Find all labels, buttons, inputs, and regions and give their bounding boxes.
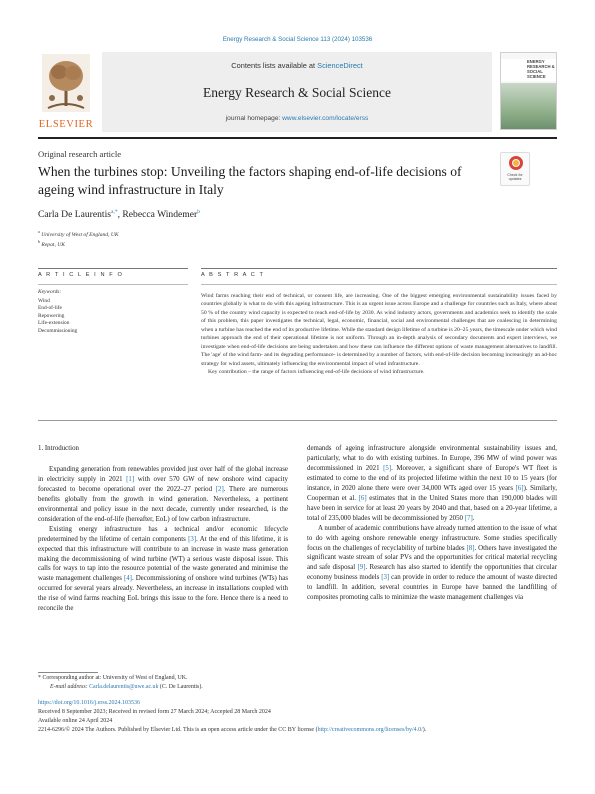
right-paragraphs xyxy=(307,444,557,603)
citation-link[interactable]: [6] xyxy=(515,484,524,492)
check-for-updates-badge[interactable] xyxy=(500,152,530,186)
paragraph-text: . Decommissioning of onshore wind turbines (WTs) has occurred for several years already. Nevertheless, an increase in installations coupled with the rise of wind farms reaching EoL brings this issue to the fore. Hence there is a need to reconcile the xyxy=(38,575,288,613)
keyword: Decommissioning xyxy=(38,327,78,334)
affiliation-mark: a xyxy=(38,229,40,234)
body-paragraph xyxy=(307,524,557,604)
available-online: Available online 24 April 2024 xyxy=(38,718,113,724)
article-info-rule xyxy=(38,268,188,269)
abstract-paragraph: Wind farms reaching their end of technical, or consent life, are increasing. One of the biggest emerging environmental sustainability issues faced by countries globally is what to do with this ageing infrastructure. This is an urgent issue across Europe and a challenge for countries such as Italy, where about 50 % of the country wind capacity is expected to reach end-of-life by 2030. As wind industry actors, governments and academics seek to identify the scale of this problem, this paper investigates the technical, legal, economic, financial, social and environmental challenges that are coalescing in determining when a turbine has reached the end of its productive lifetime. While the standard design lifetime of a turbine is 20–25 years, the timescale under which wind turbines approach the end of their operational lifetime is not uniform. Through an in-depth analysis of secondary documents and expert interviews, we investigate when end-of-life decisions are being undertaken and how these can influence the different options of waste management alternatives to landfill. The 'age' of the wind farm- and its degrading performance- is determined by a number of factors, with end-of-life decision becoming increasingly an ad-hoc strategy for wind assets, ultimately influencing the environmental impact of wind infrastructure. xyxy=(201,293,557,367)
citation-link[interactable]: [1] xyxy=(126,475,135,483)
article-title: When the turbines stop: Unveiling the factors shaping end-of-life decisions of ageing wind infrastructure in Italy xyxy=(38,164,462,197)
paragraph-text: Expanding generation from renewables provided just over half of the global increase in electricity supply in 2021 xyxy=(38,465,288,483)
section-heading: 1. Introduction xyxy=(38,445,79,452)
check-updates-line1: Check for xyxy=(507,173,523,177)
paragraph-text: . xyxy=(472,514,475,522)
affiliation-mark: b xyxy=(38,239,40,244)
check-updates-icon-center xyxy=(513,160,519,166)
email-label: E-mail address: xyxy=(50,684,88,690)
cover-title: ENERGY RESEARCH & SOCIAL SCIENCE xyxy=(527,59,555,79)
keyword: Repowering xyxy=(38,312,65,319)
paragraph-text: . At the end of this lifetime, it is expected that this infrastructure will contribute to an increase in waste mass generation making the decommissioning of wind turbine (WT) a serious waste disposal issue. This calls for ways to tap into the resource potential of the waste generated and minimise the waste management challenges xyxy=(38,535,289,583)
check-updates-line2: updates xyxy=(508,177,522,182)
email-note xyxy=(50,684,203,690)
footnote-rule xyxy=(38,672,98,673)
paragraph-text: . There are numerous benefits globally from the growth in wind generation. Nevertheless, a pertinent environmental and policy issue in the next decade, currently under researched, is the consideration of the end-of-life (hereafter, EoL) of low carbon infrastructure. xyxy=(38,485,288,523)
citation-link[interactable]: [4] xyxy=(123,575,132,583)
contents-line xyxy=(102,61,492,70)
abstract-bottom-rule xyxy=(38,420,557,421)
citation-link[interactable]: [6] xyxy=(358,494,367,502)
affiliation-a xyxy=(38,229,119,238)
doi-link[interactable]: https://doi.org/10.1016/j.erss.2024.103536 xyxy=(38,700,141,706)
paragraph-text: can provide in order to reduce the amount of waste directed to landfill. In addition, several countries in Europe have banned the landfilling of composites promoting calls to minimize the waste management challenges via xyxy=(307,574,557,602)
copyright-suffix: ). xyxy=(422,727,427,733)
corresponding-author-note xyxy=(38,675,187,681)
paragraph-text: with over 570 GW of new onshore wind capacity forecasted to become operational over the 2022–27 period xyxy=(38,475,288,493)
abstract-key-contribution: Key contribution – the range of factors influencing end-of-life decisions of wind infrastructure. xyxy=(208,369,425,376)
email-link[interactable]: Carla.delaurentis@uwe.ac.uk xyxy=(89,684,159,690)
article-info-heading: A R T I C L E I N F O xyxy=(38,272,124,278)
abstract-rule xyxy=(201,268,557,269)
copyright-line xyxy=(38,727,426,733)
citation-link[interactable]: [3] xyxy=(381,574,390,582)
elsevier-logo[interactable] xyxy=(38,52,94,130)
homepage-line xyxy=(102,115,492,122)
body-paragraph xyxy=(38,525,288,615)
body-column-right xyxy=(307,444,557,603)
cover-art xyxy=(501,83,557,130)
homepage-prefix: journal homepage: xyxy=(225,115,281,122)
journal-title: Energy Research & Social Science xyxy=(203,85,391,100)
article-type: Original research article xyxy=(38,149,122,159)
email-suffix: (C. De Laurentis). xyxy=(158,684,203,690)
body-column-left xyxy=(38,444,288,614)
paragraph-text: demands of ageing infrastructure alongside environmental sustainability issues and, particularly, what to do with existing turbines. In Europe, 396 MW of wind power was decommissioned in 2021 xyxy=(307,445,557,472)
body-paragraph xyxy=(38,465,288,525)
author-separator: , xyxy=(117,209,123,221)
paragraph-text: A number of academic contributions have already turned attention to the issue of what to do with ageing onshore renewable energy infrastructure. Some studies specifically focus on the challenges of recyclability of turbine blades xyxy=(307,524,557,552)
abstract-body xyxy=(201,292,557,377)
paragraph-text: . Moreover, a significant share of Europe's WT fleet is estimated to come to the end of its projected lifetime within the next 10 to 15 years (for instance, in 2020 alone there were over 34,000 WTs aged over 15 years xyxy=(307,464,557,492)
author-marks[interactable]: b xyxy=(197,209,200,215)
author-marks[interactable]: a,* xyxy=(111,209,118,215)
keyword-list xyxy=(38,298,77,335)
journal-cover-thumbnail[interactable] xyxy=(500,52,557,130)
affiliation-text: University of West of England, UK xyxy=(41,231,119,238)
homepage-link[interactable]: www.elsevier.com/locate/erss xyxy=(282,115,369,122)
keywords-rule xyxy=(38,284,188,285)
contents-prefix: Contents lists available at xyxy=(231,61,316,70)
citation-link[interactable]: [7] xyxy=(464,514,473,522)
paragraph-text: . Research has also started to identify the opportunities that circular economy business models xyxy=(307,564,557,582)
citation-link[interactable]: [5] xyxy=(383,464,392,472)
asterisk-mark: * xyxy=(38,675,41,681)
citation-link[interactable]: [8] xyxy=(466,544,475,552)
author-name[interactable]: Carla De Laurentis xyxy=(38,209,111,221)
journal-header xyxy=(38,52,557,132)
abstract-heading: A B S T R A C T xyxy=(201,272,265,278)
keyword: Wind xyxy=(38,298,50,304)
keyword: Life-extension xyxy=(38,320,70,327)
paragraph-text: Existing energy infrastructure has a technical and/or economic lifecycle predetermined by the lifetime of certain components xyxy=(38,525,288,543)
keyword: End-of-life xyxy=(38,305,62,312)
paragraph-text: estimates that in the United States more than 190,000 blades will have been in service for at least 20 years by 2040 and that, based on a 20-year lifetime, a total of 235,000 blades will be decommissioned by 2050 xyxy=(307,494,557,522)
received-dates: Received 8 September 2023; Received in revised form 27 March 2024; Accepted 28 March 2024 xyxy=(38,709,271,715)
citation-link[interactable]: [9] xyxy=(357,564,366,572)
paragraph-text: . Others have investigated the significant waste stream of solar PVs and the opportunities for critical material recycling and safe disposal xyxy=(307,544,557,572)
affiliation-text: Repat, UK xyxy=(41,241,66,248)
copyright-text: 2214-6296/© 2024 The Authors. Published by Elsevier Ltd. This is an open access article under the CC BY license ( xyxy=(38,727,318,733)
journal-citation[interactable]: Energy Research & Social Science 113 (2024) 103536 xyxy=(222,36,373,43)
check-updates-text xyxy=(501,173,529,182)
sciencedirect-link[interactable]: ScienceDirect xyxy=(317,61,363,70)
header-rule xyxy=(38,137,557,139)
paragraph-text: ). Similarly, Cooperman et al. xyxy=(307,484,557,502)
author-name[interactable]: Rebecca Windemer xyxy=(122,209,198,221)
author-list xyxy=(38,209,200,220)
citation-link[interactable]: [2] xyxy=(215,485,224,493)
citation-link[interactable]: [3] xyxy=(188,535,197,543)
elsevier-tree-icon xyxy=(42,54,90,112)
keywords-label: Keywords: xyxy=(38,289,62,295)
license-link[interactable]: http://creativecommons.org/licenses/by/4.0/ xyxy=(317,727,423,733)
abstract-inner-rule xyxy=(201,284,557,285)
journal-banner xyxy=(102,52,492,132)
elsevier-wordmark: ELSEVIER xyxy=(38,119,94,130)
corresponding-text: Corresponding author at: University of West of England, UK. xyxy=(42,675,188,681)
body-paragraph xyxy=(307,444,557,524)
left-paragraphs xyxy=(38,465,288,614)
affiliation-b xyxy=(38,239,65,248)
